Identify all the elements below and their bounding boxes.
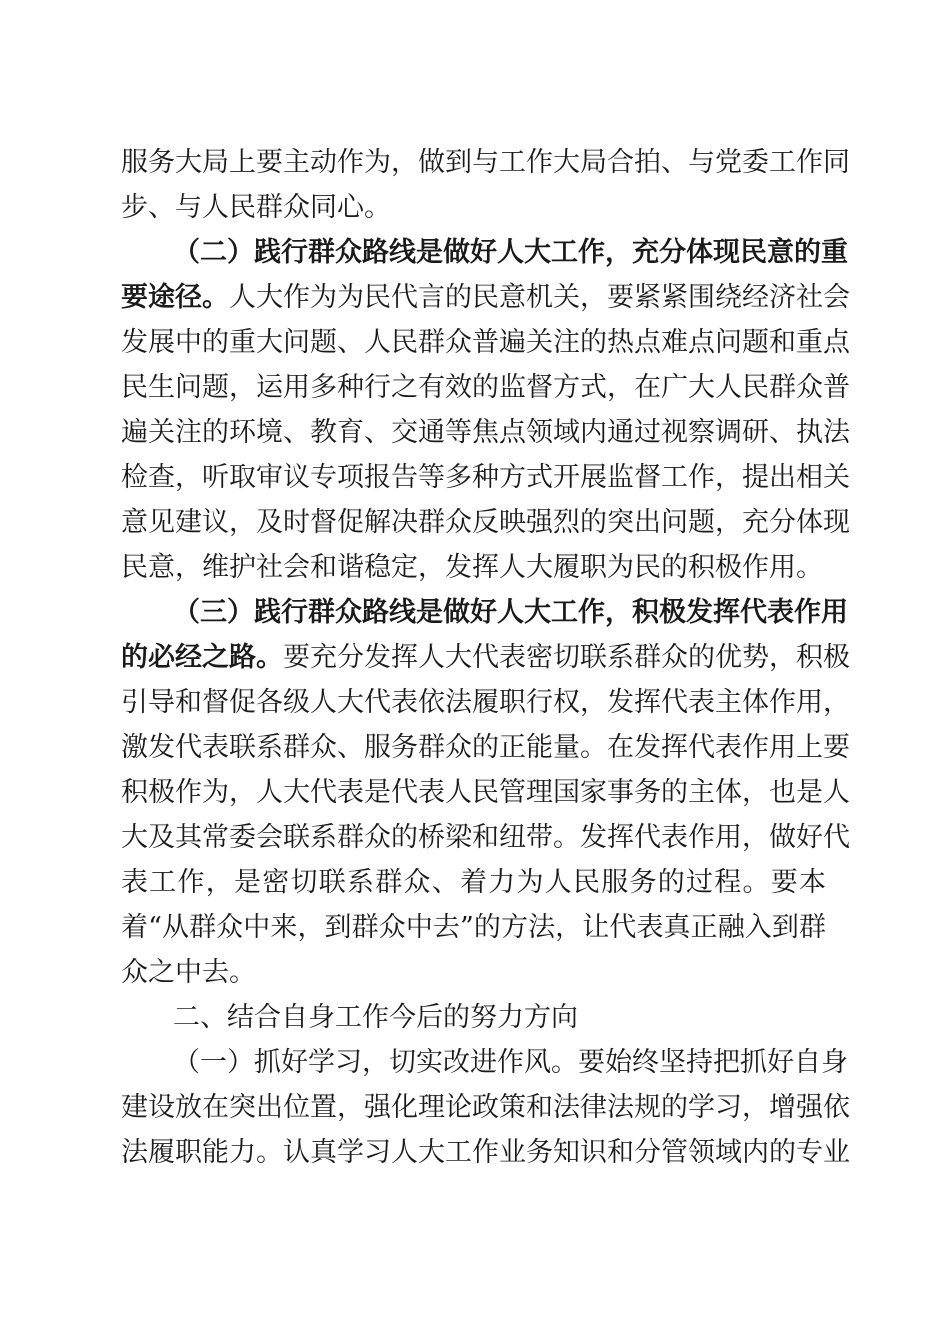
body-text-line: 步、与人民群众同心。 (121, 192, 391, 223)
body-text-fragment: 人大作为为民代言的民意机关，要紧紧围绕经济社会 (229, 282, 850, 313)
body-text-line: 引导和督促各级人大代表依法履职行权，发挥代表主体作用， (121, 687, 850, 718)
body-text-line: 法履职能力。认真学习人大工作业务知识和分管领域内的专业 (121, 1137, 850, 1168)
body-text-line: 遍关注的环境、教育、交通等焦点领域内通过视察调研、执法 (121, 417, 850, 448)
body-text-fragment: 要充分发挥人大代表密切联系群众的优势，积极 (283, 642, 850, 673)
paragraph-lead-continuation: 要途径。 (121, 282, 229, 313)
body-text-line (121, 276, 850, 320)
body-text-line: 民意，维护社会和谐稳定，发挥人大履职为民的积极作用。 (121, 552, 823, 583)
body-text-line: 民生问题，运用多种行之有效的监督方式，在广大人民群众普 (121, 372, 850, 403)
body-text-line: 表工作，是密切联系群众、着力为人民服务的过程。要本 (121, 867, 826, 898)
body-text-line: （一）抓好学习，切实改进作风。要始终坚持把抓好自身 (173, 1047, 848, 1078)
body-text-line: 众之中去。 (121, 957, 256, 988)
body-text-line: 服务大局上要主动作为，做到与工作大局合拍、与党委工作同 (121, 147, 850, 178)
paragraph-lead-continuation: 的必经之路。 (121, 642, 283, 673)
body-text-line: 大及其常委会联系群众的桥梁和纽带。发挥代表作用，做好代 (121, 822, 850, 853)
body-text-line: 着“从群众中来，到群众中去”的方法，让代表真正融入到群 (121, 912, 826, 943)
paragraph-lead-line: （三）践行群众路线是做好人大工作，积极发挥代表作用 (173, 597, 848, 628)
section-heading: 二、结合自身工作今后的努力方向 (173, 1002, 578, 1033)
body-text-line (121, 636, 850, 680)
body-text-line: 发展中的重大问题、人民群众普遍关注的热点难点问题和重点 (121, 327, 850, 358)
body-text-line: 建设放在突出位置，强化理论政策和法律法规的学习，增强依 (121, 1092, 850, 1123)
paragraph-lead-line: （二）践行群众路线是做好人大工作，充分体现民意的重 (173, 237, 848, 268)
body-text-line: 积极作为，人大代表是代表人民管理国家事务的主体，也是人 (121, 777, 850, 808)
body-text-line: 检查，听取审议专项报告等多种方式开展监督工作，提出相关 (121, 462, 850, 493)
body-text-line: 意见建议，及时督促解决群众反映强烈的突出问题，充分体现 (121, 507, 850, 538)
body-text-line: 激发代表联系群众、服务群众的正能量。在发挥代表作用上要 (121, 732, 850, 763)
